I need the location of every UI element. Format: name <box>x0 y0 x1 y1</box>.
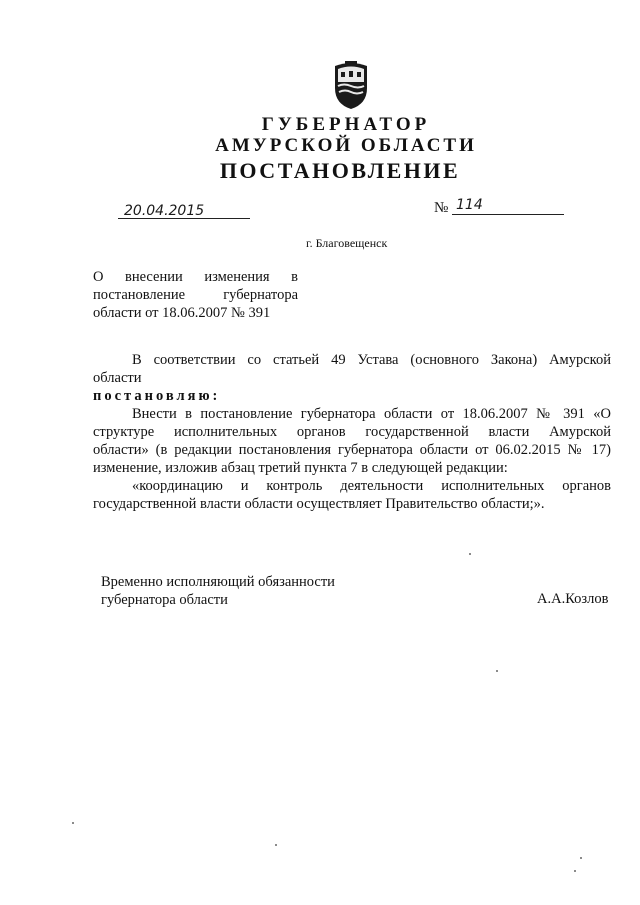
paragraph-line: Внести в постановление губернатора области от 18.06.2007 № 391 «О <box>132 406 611 422</box>
preamble-line: области <box>93 370 142 386</box>
signatory-position <box>101 573 335 609</box>
issuer-title: ГУБЕРНАТОР <box>261 114 431 135</box>
scan-speck <box>574 870 576 872</box>
scan-speck <box>469 553 471 555</box>
decree-word: постановляю: <box>93 388 221 404</box>
coat-of-arms-emblem <box>329 60 373 110</box>
signatory-name: А.А.Козлов <box>537 591 609 607</box>
document-type: ПОСТАНОВЛЕНИЕ <box>219 158 461 183</box>
paragraph-line: структуре исполнительных органов государственной власти Амурской <box>93 424 611 440</box>
city-name: г. Благовещенск <box>306 236 388 250</box>
document-date: 20.04.2015 <box>124 203 205 219</box>
issuer-region: АМУРСКОЙ ОБЛАСТИ <box>215 135 477 156</box>
paragraph-line: области» (в редакции постановления губернатора области от 06.02.2015 № 17) <box>93 442 611 458</box>
document-body <box>93 351 611 513</box>
paragraph-line: изменение, изложив абзац третий пункта 7 в следующей редакции: <box>93 460 508 476</box>
subject-line: О внесении изменения в <box>93 269 298 285</box>
scan-speck <box>496 670 498 672</box>
scan-speck <box>275 844 277 846</box>
preamble-line: В соответствии со статьей 49 Устава (основного Закона) Амурской <box>132 352 611 368</box>
paragraph-line: государственной власти области осуществляет Правительство области;». <box>93 496 545 512</box>
scan-speck <box>580 857 582 859</box>
scan-speck <box>72 822 74 824</box>
document-subject <box>93 268 298 322</box>
document-number: 114 <box>456 197 483 213</box>
date-underline <box>118 218 250 219</box>
subject-line: постановление губернатора <box>93 287 298 303</box>
number-underline <box>452 214 564 215</box>
position-line: Временно исполняющий обязанности <box>101 574 335 590</box>
paragraph-line: «координацию и контроль деятельности исполнительных органов <box>132 478 611 494</box>
subject-line: области от 18.06.2007 № 391 <box>93 305 271 321</box>
position-line: губернатора области <box>101 592 228 608</box>
number-label: № <box>434 200 449 216</box>
